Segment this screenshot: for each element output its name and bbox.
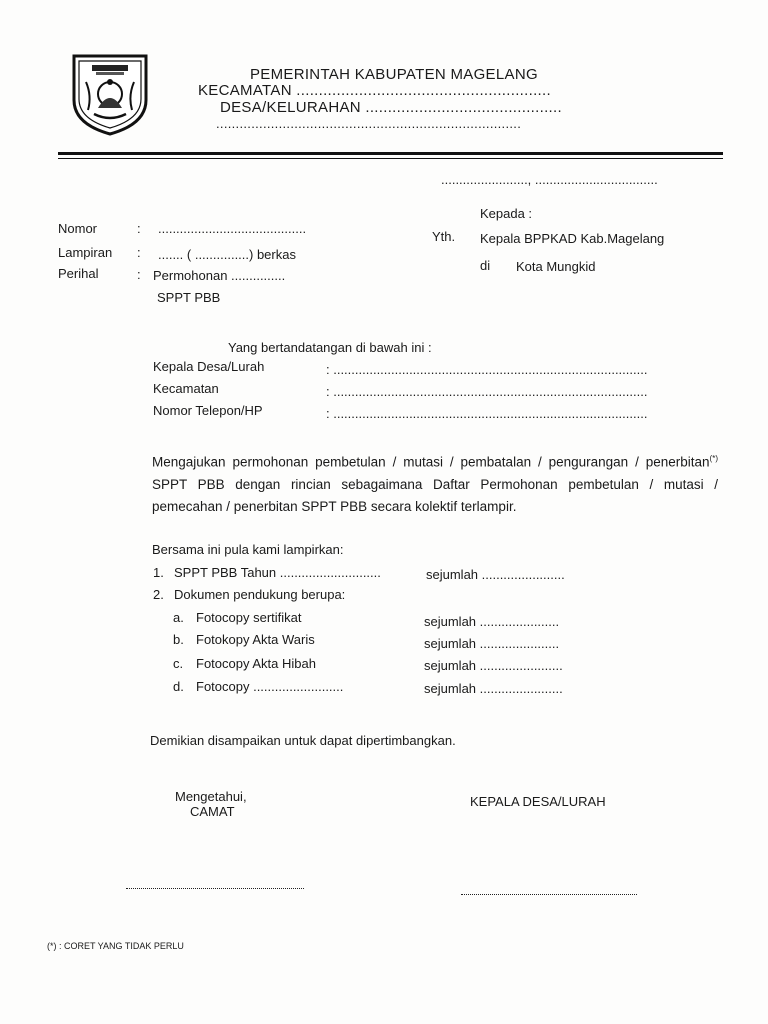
signatory-intro: Yang bertandatangan di bawah ini : — [228, 340, 432, 355]
attachment-sub-letter: c. — [173, 656, 184, 671]
attachment-item-qty: sejumlah ....................... — [426, 567, 565, 582]
attachment-sub-text: Fotokopy Akta Waris — [196, 632, 315, 647]
recipient-city: Kota Mungkid — [516, 259, 596, 274]
nomor-value: ......................................... — [158, 221, 307, 236]
signature-line-kepala-desa — [461, 894, 637, 895]
recipient-name: Kepala BPPKAD Kab.Magelang — [480, 231, 665, 246]
recipient-kepada: Kepada : — [480, 206, 533, 221]
lampiran-label: Lampiran — [58, 245, 113, 260]
attachment-item-number: 2. — [153, 587, 164, 602]
signatory-field-label: Kepala Desa/Lurah — [153, 359, 265, 374]
attachment-sub-letter: a. — [173, 610, 184, 625]
attachment-sub-text: Fotocopy Akta Hibah — [196, 656, 316, 671]
attachment-sub-letter: b. — [173, 632, 184, 647]
signatory-field-value: : ....................................................................................... — [326, 362, 648, 377]
attachment-sub-qty: sejumlah ....................... — [424, 658, 563, 673]
nomor-label: Nomor — [58, 221, 98, 236]
perihal-colon: : — [137, 267, 141, 282]
attachment-sub-qty: sejumlah ...................... — [424, 614, 560, 629]
attachment-sub-text: Fotocopy sertifikat — [196, 610, 302, 625]
perihal-label: Perihal — [58, 266, 99, 281]
signature-right-role: KEPALA DESA/LURAH — [470, 794, 606, 809]
attachment-item-text: Dokumen pendukung berupa: — [174, 587, 346, 602]
header-rule-thick — [58, 152, 723, 155]
lampiran-colon: : — [137, 245, 141, 260]
perihal-value-2: SPPT PBB — [157, 290, 221, 305]
header-kecamatan: KECAMATAN ......................................................... — [198, 82, 551, 99]
signature-left-title: Mengetahui, — [175, 789, 247, 804]
attachment-sub-text: Fotocopy ......................... — [196, 679, 344, 694]
nomor-colon: : — [137, 221, 141, 236]
closing-statement: Demikian disampaikan untuk dapat dipertimbangkan. — [150, 733, 456, 748]
perihal-value: Permohonan ............... — [153, 268, 286, 283]
signatory-field-label: Nomor Telepon/HP — [153, 403, 263, 418]
signature-left-role: CAMAT — [190, 804, 235, 819]
signatory-field-value: : ....................................................................................... — [326, 384, 648, 399]
attachment-item-text: SPPT PBB Tahun ............................ — [174, 565, 381, 580]
signatory-field-label: Kecamatan — [153, 381, 219, 396]
header-rule-thin — [58, 158, 723, 159]
footnote: (*) : CORET YANG TIDAK PERLU — [47, 941, 184, 951]
recipient-di: di — [480, 258, 491, 273]
attachment-sub-qty: sejumlah ...................... — [424, 636, 560, 651]
header-government-title: PEMERINTAH KABUPATEN MAGELANG — [250, 66, 538, 83]
attachment-sub-qty: sejumlah ....................... — [424, 681, 563, 696]
header-desa-kelurahan: DESA/KELURAHAN ............................................ — [220, 99, 562, 116]
date-place-line: ........................, .................................. — [441, 172, 658, 187]
header-address-line: .............................................................................. — [216, 116, 522, 131]
signatory-field-value: : ....................................................................................... — [326, 406, 648, 421]
signature-line-camat — [126, 888, 304, 889]
body-paragraph: Mengajukan permohonan pembetulan / mutasi / pembatalan / pengurangan / penerbitan(*) SPPT PBB dengan rincian sebagaimana Daftar Permohonan pembetulan / mutasi / pemecahan / penerbitan SPPT PBB secara kolektif terlampir. — [152, 454, 718, 514]
attachments-intro: Bersama ini pula kami lampirkan: — [152, 542, 344, 557]
lampiran-value: ....... ( ...............) berkas — [158, 247, 296, 262]
kabupaten-magelang-emblem-icon — [70, 52, 150, 136]
attachment-item-number: 1. — [153, 565, 164, 580]
attachment-sub-letter: d. — [173, 679, 184, 694]
recipient-yth: Yth. — [432, 229, 456, 244]
